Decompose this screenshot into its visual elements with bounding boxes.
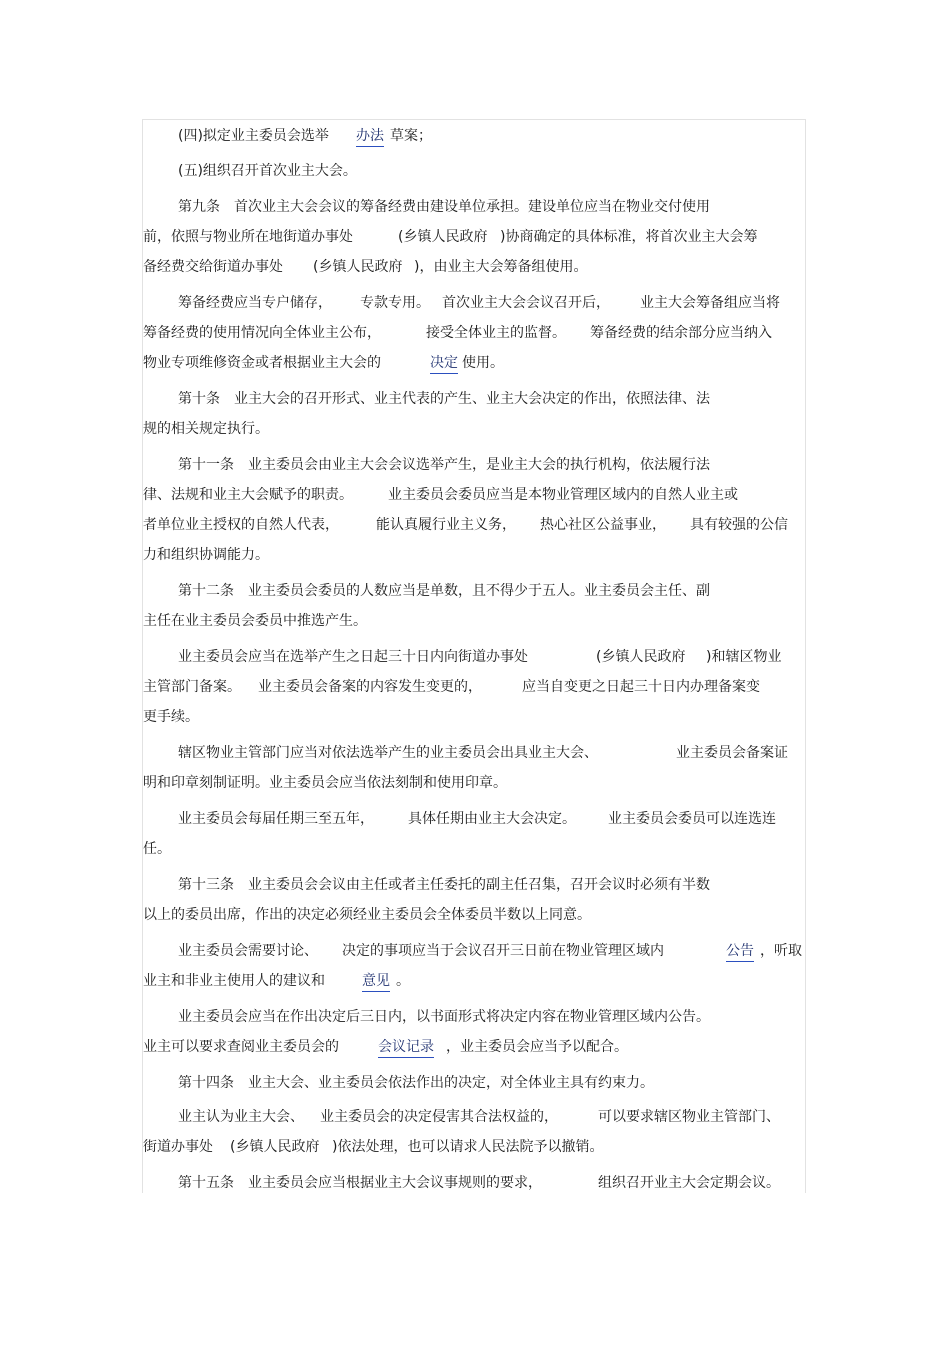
text-line: 主管部门备案。 [143, 679, 241, 695]
text-line: 业主委员会委员应当是本物业管理区域内的自然人业主或 [388, 487, 738, 503]
text-line: 街道办事处 [143, 1139, 213, 1155]
text-line: 决定的事项应当于会议召开三日前在物业管理区域内 [342, 943, 664, 959]
text-line: 规的相关规定执行。 [143, 421, 269, 437]
text-line: (乡镇人民政府 [596, 649, 686, 665]
text-line: (乡镇人民政府 [230, 1139, 320, 1155]
text-line: 首次业主大会会议召开后， [442, 295, 610, 311]
text-line: 具体任期由业主大会决定。 [408, 811, 576, 827]
text-line: 能认真履行业主义务， [376, 517, 516, 533]
text-line: 应当自变更之日起三十日内办理备案变 [522, 679, 760, 695]
text-line: 明和印章刻制证明。业主委员会应当依法刻制和使用印章。 [143, 775, 507, 791]
text-line: 。 [396, 973, 410, 989]
text-line: 业主委员会的决定侵害其合法权益的， [320, 1109, 558, 1125]
article-9: 第九条 首次业主大会会议的筹备经费由建设单位承担。建设单位应当在物业交付使用 [178, 199, 710, 215]
text-line: 业主委员会委员可以连选连 [608, 811, 776, 827]
text-line: 业主可以要求查阅业主委员会的 [143, 1039, 339, 1055]
text-line: 业主委员会备案证 [676, 745, 788, 761]
link-jueding[interactable]: 决定 [430, 354, 458, 374]
article-15: 第十五条 业主委员会应当根据业主大会议事规则的要求， [178, 1175, 542, 1191]
text-line: 使用。 [462, 355, 504, 371]
text-line: 力和组织协调能力。 [143, 547, 269, 563]
text-line: 专款专用。 [360, 295, 430, 311]
text-line: 业主委员会每届任期三至五年， [178, 811, 374, 827]
text-line: 筹备经费的结余部分应当纳入 [590, 325, 772, 341]
text-line: 业主认为业主大会、 [178, 1109, 304, 1125]
text-line: (乡镇人民政府 [398, 229, 488, 245]
text-line: 以上的委员出席，作出的决定必须经业主委员会全体委员半数以上同意。 [143, 907, 591, 923]
article-13: 第十三条 业主委员会会议由主任或者主任委托的副主任召集，召开会议时必须有半数 [178, 877, 710, 893]
text-line: )依法处理，也可以请求人民法院予以撤销。 [332, 1139, 604, 1155]
text-line: 可以要求辖区物业主管部门、 [598, 1109, 780, 1125]
text-line: (四)拟定业主委员会选举 [178, 128, 329, 144]
text-line: 业主和非业主使用人的建议和 [143, 973, 325, 989]
text-line: 业主委员会应当在选举产生之日起三十日内向街道办事处 [178, 649, 528, 665]
link-banfa[interactable]: 办法 [356, 127, 384, 147]
text-line: 律、法规和业主大会赋予的职责。 [143, 487, 353, 503]
text-line: 草案； [390, 128, 432, 144]
text-line: 者单位业主授权的自然人代表， [143, 517, 339, 533]
text-line: (乡镇人民政府 [313, 259, 403, 275]
text-line: 任。 [143, 841, 171, 857]
article-10: 第十条 业主大会的召开形式、业主代表的产生、业主大会决定的作出，依照法律、法 [178, 391, 710, 407]
text-line: 筹备经费的使用情况向全体业主公布， [143, 325, 381, 341]
text-line: 具有较强的公信 [690, 517, 788, 533]
text-line: ，听取 [760, 943, 802, 959]
text-line: 主任在业主委员会委员中推选产生。 [143, 613, 367, 629]
text-line: 物业专项维修资金或者根据业主大会的 [143, 355, 381, 371]
link-huiyijilu[interactable]: 会议记录 [378, 1038, 434, 1058]
text-line: 备经费交给街道办事处 [143, 259, 283, 275]
text-line: 热心社区公益事业， [540, 517, 666, 533]
text-line: )，由业主大会筹备组使用。 [414, 259, 588, 275]
text-line: ，业主委员会应当予以配合。 [446, 1039, 628, 1055]
text-line: 前，依照与物业所在地街道办事处 [143, 229, 353, 245]
article-14: 第十四条 业主大会、业主委员会依法作出的决定，对全体业主具有约束力。 [178, 1075, 654, 1091]
text-line: 更手续。 [143, 709, 199, 725]
text-line: 组织召开业主大会定期会议。 [598, 1175, 780, 1191]
text-line: 筹备经费应当专户储存， [178, 295, 332, 311]
text-line: 接受全体业主的监督。 [426, 325, 566, 341]
article-11: 第十一条 业主委员会由业主大会会议选举产生，是业主大会的执行机构，依法履行法 [178, 457, 710, 473]
text-line: (五)组织召开首次业主大会。 [178, 163, 357, 179]
text-line: 辖区物业主管部门应当对依法选举产生的业主委员会出具业主大会、 [178, 745, 598, 761]
text-line: )和辖区物业 [706, 649, 782, 665]
link-yijian[interactable]: 意见 [362, 972, 390, 992]
text-line: 业主委员会需要讨论、 [178, 943, 318, 959]
link-gonggao[interactable]: 公告 [726, 942, 754, 962]
text-line: 业主委员会备案的内容发生变更的， [258, 679, 482, 695]
text-line: )协商确定的具体标准，将首次业主大会筹 [500, 229, 758, 245]
article-12: 第十二条 业主委员会委员的人数应当是单数，且不得少于五人。业主委员会主任、副 [178, 583, 710, 599]
text-line: 业主大会筹备组应当将 [640, 295, 780, 311]
text-line: 业主委员会应当在作出决定后三日内，以书面形式将决定内容在物业管理区域内公告。 [178, 1009, 710, 1025]
